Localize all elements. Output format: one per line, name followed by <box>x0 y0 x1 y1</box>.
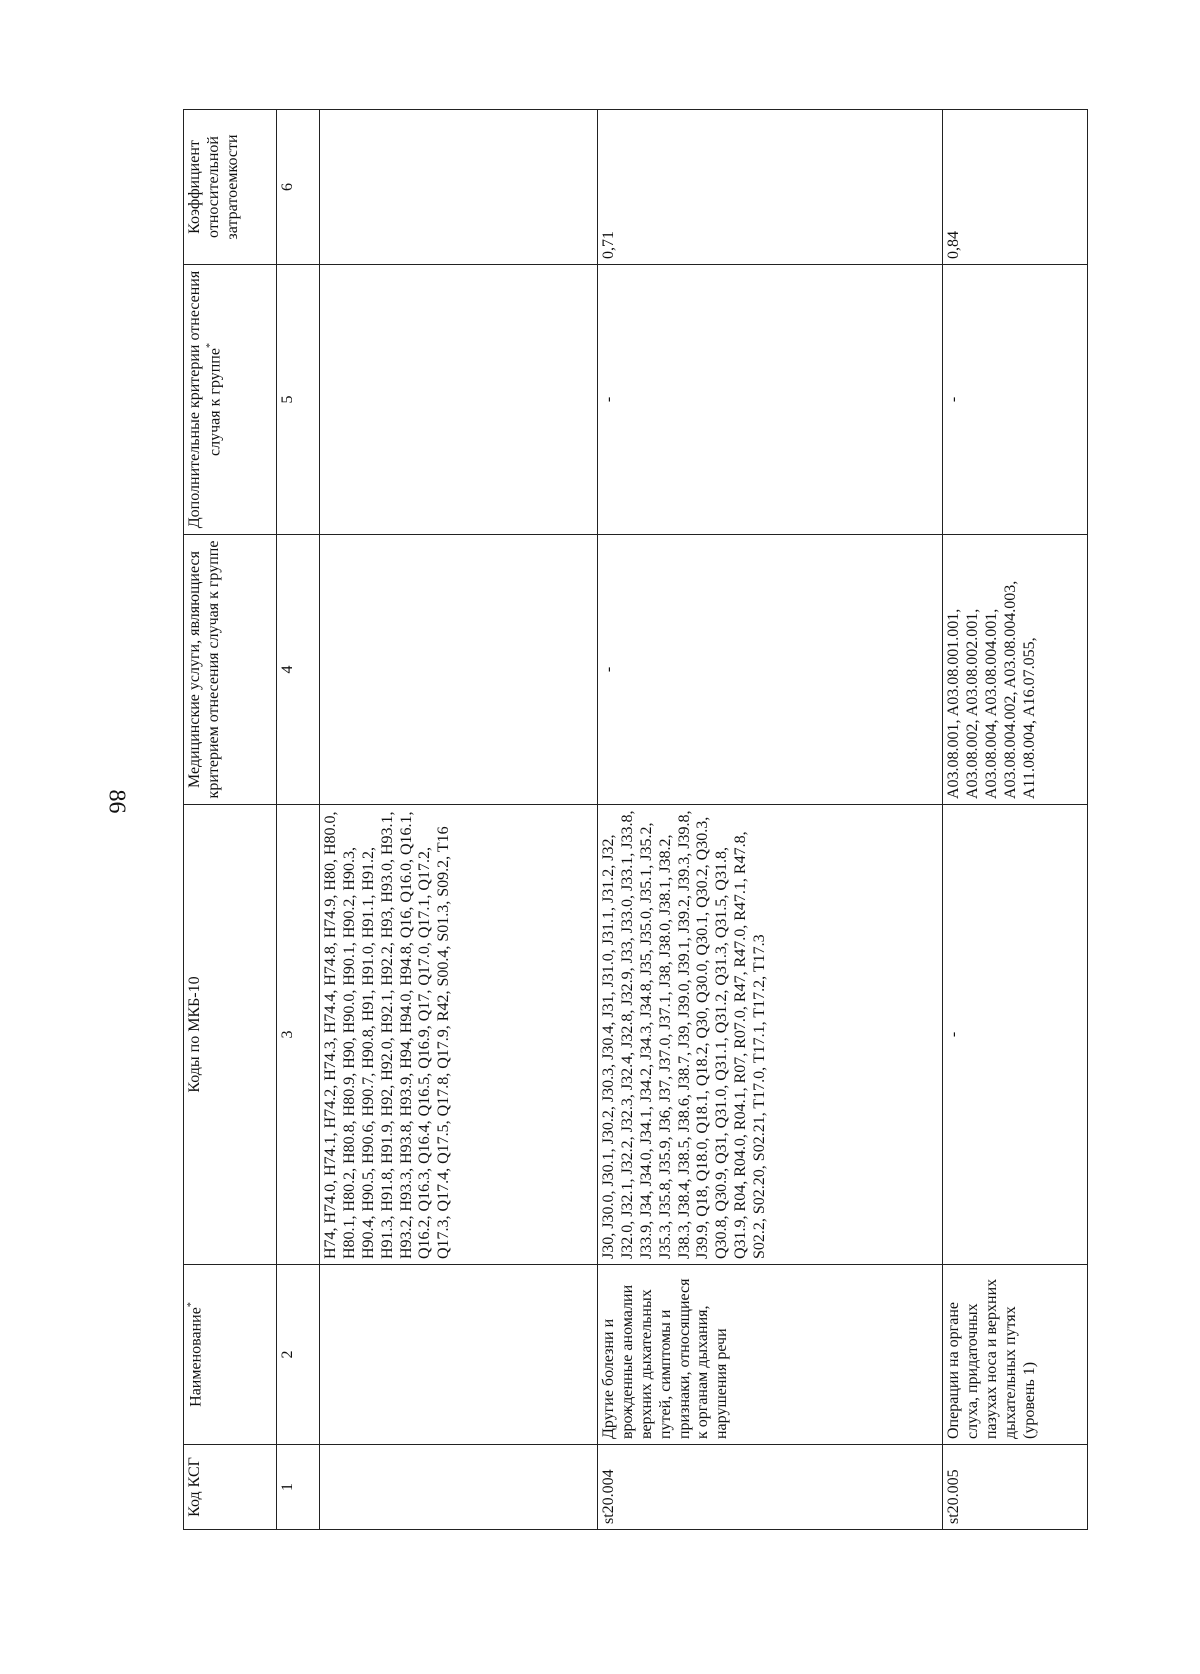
header-row <box>184 110 277 1530</box>
column-number: 6 <box>277 110 320 265</box>
footnote-mark: * <box>186 1302 197 1308</box>
cell-name: Операции на органе слуха, придаточных пазухах носа и верхних дыхательных путях (уровень 1) <box>943 1265 1088 1445</box>
cell-code: st20.005 <box>943 1445 1088 1530</box>
header-services: Медицинские услуги, являющиеся критерием отнесения случая к группе <box>184 535 277 805</box>
cell-code: st20.004 <box>598 1445 943 1530</box>
table-row <box>320 110 598 1530</box>
table-row <box>943 110 1088 1530</box>
footnote-mark: * <box>204 343 216 349</box>
cell-extra: - <box>943 265 1088 535</box>
rotated-table-wrapper <box>183 110 1088 1530</box>
cell-name <box>320 1265 598 1445</box>
cell-mkb: H74, H74.0, H74.1, H74.2, H74.3, H74.4, H74.8, H74.9, H80, H80.0, H80.1, H80.2, H80.8, H80.9, H90, H90.0, H90.1, H90.2, H90.3, H90.4, H90.5, H90.6, H90.7, H90.8, H91, H91.0, H91.1, H91.2, H91.3, H91.8, H91.9, H92, H92.0, H92.1, H92.2, H93, H93.0, H93.1, H93.2, H93.3, H93.8, H93.9, H94, H94.0, H94.8, Q16, Q16.0, Q16.1, Q16.2, Q16.3, Q16.4, Q16.5, Q16.9, Q17, Q17.0, Q17.1, Q17.2, Q17.3, Q17.4, Q17.5, Q17.8, Q17.9, R42, S00.4, S01.3, S09.2, T16 <box>320 805 598 1265</box>
column-number: 3 <box>277 805 320 1265</box>
header-extra-criteria: Дополнительные критерии отнесения случая к группе* <box>184 265 277 535</box>
cell-code <box>320 1445 598 1530</box>
cell-coefficient: 0,84 <box>943 110 1088 265</box>
column-number: 1 <box>277 1445 320 1530</box>
table-row <box>598 110 943 1530</box>
cell-extra: - <box>598 265 943 535</box>
header-coefficient: Коэффициент относительной затратоемкости <box>184 110 277 265</box>
cell-extra <box>320 265 598 535</box>
cell-mkb: - <box>943 805 1088 1265</box>
header-mkb: Коды по МКБ-10 <box>184 805 277 1265</box>
cell-coefficient <box>320 110 598 265</box>
column-number: 2 <box>277 1265 320 1445</box>
column-number-row <box>277 110 320 1530</box>
column-number: 4 <box>277 535 320 805</box>
cell-mkb: J30, J30.0, J30.1, J30.2, J30.3, J30.4, J31, J31.0, J31.1, J31.2, J32, J32.0, J32.1, J32.2, J32.3, J32.4, J32.8, J32.9, J33, J33.0, J33.1, J33.8, J33.9, J34, J34.0, J34.1, J34.2, J34.3, J34.8, J35, J35.0, J35.1, J35.2, J35.3, J35.8, J35.9, J36, J37, J37.0, J37.1, J38, J38.0, J38.1, J38.2, J38.3, J38.4, J38.5, J38.6, J38.7, J39, J39.0, J39.1, J39.2, J39.3, J39.8, J39.9, Q18, Q18.0, Q18.1, Q18.2, Q30, Q30.0, Q30.1, Q30.2, Q30.3, Q30.8, Q30.9, Q31, Q31.0, Q31.1, Q31.2, Q31.3, Q31.5, Q31.8, Q31.9, R04, R04.0, R04.1, R07, R07.0, R47, R47.0, R47.1, R47.8, S02.2, S02.20, S02.21, T17.0, T17.1, T17.2, T17.3 <box>598 805 943 1265</box>
header-name: Наименование* <box>184 1265 277 1445</box>
column-number: 5 <box>277 265 320 535</box>
ksg-table <box>183 109 1088 1530</box>
cell-coefficient: 0,71 <box>598 110 943 265</box>
cell-services: - <box>598 535 943 805</box>
cell-services <box>320 535 598 805</box>
header-code: Код КСГ <box>184 1445 277 1530</box>
cell-name: Другие болезни и врожденные аномалии верхних дыхательных путей, симптомы и признаки, относящиеся к органам дыхания, нарушения речи <box>598 1265 943 1445</box>
cell-services: A03.08.001, A03.08.001.001, A03.08.002, A03.08.002.001, A03.08.004, A03.08.004.001, A03.08.004.002, A03.08.004.003, A11.08.004, A16.07.055, <box>943 535 1088 805</box>
page-number: 86 <box>103 789 130 814</box>
